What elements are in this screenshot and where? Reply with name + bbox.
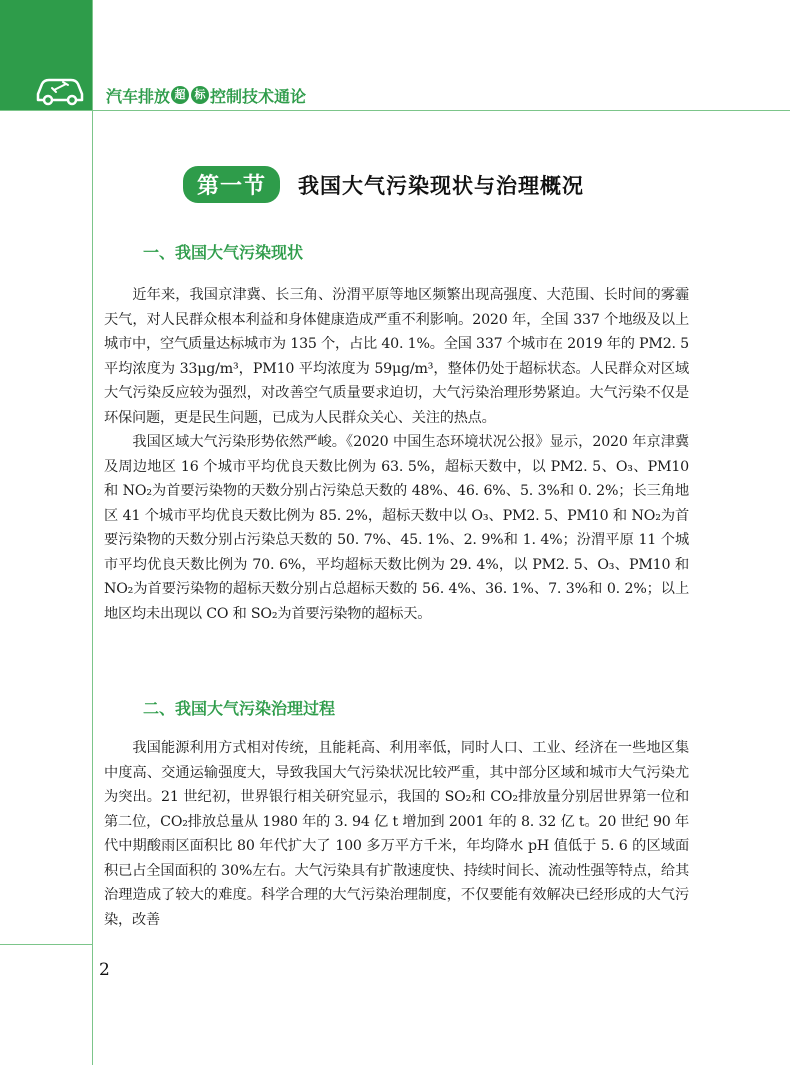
section-title: 我国大气污染现状与治理概况: [298, 172, 585, 198]
section-number-badge: 第一节: [183, 166, 280, 203]
paragraph: 我国能源利用方式相对传统，且能耗高、利用率低，同时人口、工业、经济在一些地区集中度高、交通运输强度大，导致我国大气污染状况比较严重，其中部分区域和城市大气污染尤为突出。21 世纪初，世界银行相关研究显示，我国的 SO₂和 CO₂排放量分别居世界第一位和第二位，CO₂排放总量从 1980 年的 3. 94 亿 t 增加到 2001 年的 8. 32 亿 t。20 世纪 90 年代中期酸雨区面积比 80 年代扩大了 100 多万平方千米，年均降水 pH 值低于 5. 6 的区域面积已占全国面积的 30%左右。大气污染具有扩散速度快、持续时间长、流动性强等特点，给其治理造成了较大的难度。科学合理的大气污染治理制度，不仅要能有效解决已经形成的大气污染，改善: [104, 740, 689, 928]
subsection-heading-1: 一、我国大气污染现状: [143, 243, 304, 262]
subsection-heading-2: 二、我国大气污染治理过程: [143, 699, 336, 718]
section-heading: [183, 166, 584, 203]
title-circled-char-1: 超: [171, 86, 189, 104]
paragraph: 我国区域大气污染形势依然严峻。《2020 中国生态环境状况公报》显示，2020 年京津冀及周边地区 16 个城市平均优良天数比例为 63. 5%，超标天数中，以 PM2. 5、O₃、PM10 和 NO₂为首要污染物的天数分别占污染总天数的 48%、46. 6%、5. 3%和 0. 2%；长三角地区 41 个城市平均优良天数比例为 85. 2%，超标天数中以 O₃、PM2. 5、PM10 和 NO₂为首要污染物的天数分别占污染总天数的 50. 7%、45. 1%、2. 9%和 1. 4%；汾渭平原 11 个城市平均优良天数比例为 70. 6%，平均超标天数比例为 29. 4%，以 PM2. 5、O₃、PM10 和 NO₂为首要污染物的超标天数分别占总超标天数的 56. 4%、36. 1%、7. 3%和 0. 2%；以上地区均未出现以 CO 和 SO₂为首要污染物的超标天。: [104, 434, 689, 622]
title-circled-char-2: 标: [191, 86, 209, 104]
subsection-2-body: [104, 736, 689, 932]
margin-rule: [92, 0, 93, 1065]
running-header-title: 汽车排放 超 标 控制技术通论: [106, 86, 307, 106]
car-wrench-icon: [34, 70, 86, 106]
page-number: 2: [99, 960, 110, 980]
paragraph: 近年来，我国京津冀、长三角、汾渭平原等地区频繁出现高强度、大范围、长时间的雾霾天气，对人民群众根本利益和身体健康造成严重不利影响。2020 年，全国 337 个地级及以上城市中，空气质量达标城市为 135 个，占比 40. 1%。全国 337 个城市在 2019 年的 PM2. 5 平均浓度为 33μg/m³，PM10 平均浓度为 59μg/m³，整体仍处于超标状态。人民群众对区域大气污染反应较为强烈，对改善空气质量要求迫切，大气污染治理形势紧迫。大气污染不仅是环保问题，更是民生问题，已成为人民群众关心、关注的热点。: [104, 287, 689, 426]
header-rule: [0, 110, 790, 111]
subsection-1-body: [104, 283, 689, 626]
footer-rule: [0, 944, 92, 945]
